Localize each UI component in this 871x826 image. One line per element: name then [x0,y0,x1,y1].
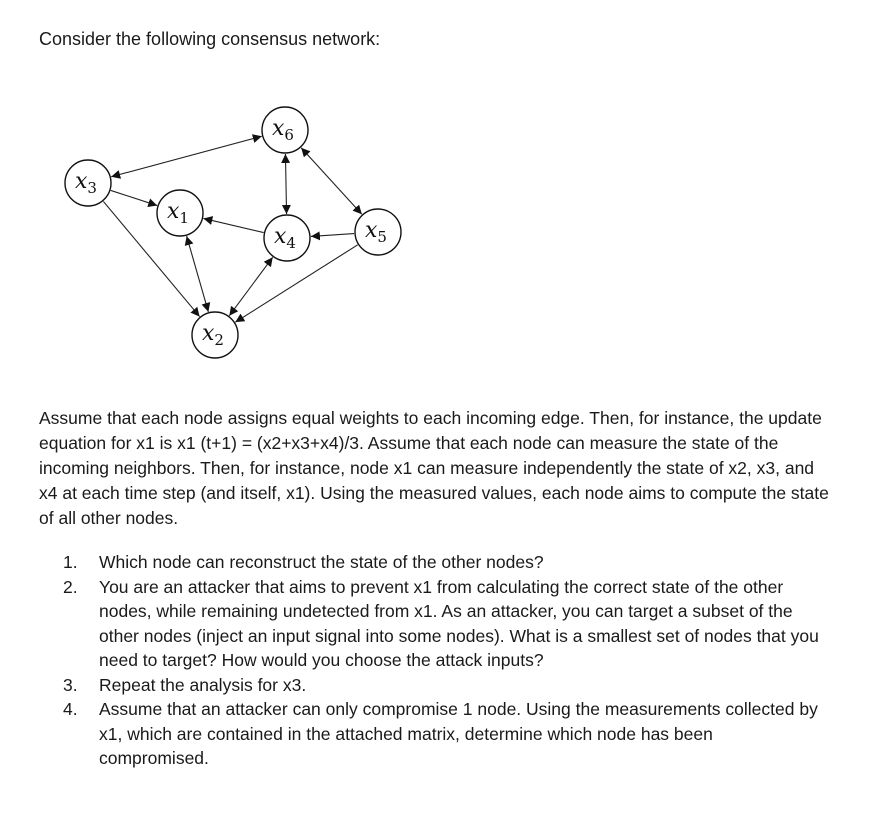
node-subscript: 1 [179,209,189,227]
edge-x3-x1 [111,190,157,205]
node-x5 [355,209,401,255]
edges [103,136,361,322]
node-var: x [167,199,180,224]
assumption-paragraph: Assume that each node assigns equal weights to each incoming edge. Then, for instance, the update equation for x1 is x1 (t+1) = (x2+x3+x4)/3. Assume that each node can measure the state of the incoming neighbors. Then, for instance, node x1 can measure independently the state of x2, x3, and x4 at each time step (and itself, x1). Using the measured values, each node aims to compute the state of all other nodes. [39,408,829,528]
node-subscript: 4 [286,234,296,252]
edge-x3-x6 [111,136,262,177]
question-item [63,550,823,575]
edge-x4-x2 [229,257,272,315]
node-subscript: 3 [87,179,97,197]
node-subscript: 6 [284,126,294,144]
question-item [63,575,823,673]
node-x2 [192,312,238,358]
question-number: 1. [63,552,78,572]
nodes [65,107,401,358]
edge-x6-x5 [301,148,362,215]
node-x3 [65,160,111,206]
question-number: 2. [63,576,78,597]
question-text: You are an attacker that aims to prevent x1 from calculating the correct state of the other nodes, while remaining undetected from x1. As an attacker, you can target a subset of the other nodes (inject an input signal into some nodes). What is a smallest set of nodes that you need to target? How would you choose the attack inputs? [99,576,819,670]
node-subscript: 2 [214,331,224,349]
question-text: Which node can reconstruct the state of the other nodes? [99,552,544,572]
consensus-network-diagram [0,0,871,400]
node-var: x [274,224,287,249]
question-text: Repeat the analysis for x3. [99,674,307,695]
edge-x5-x4 [311,234,354,237]
node-var: x [365,218,378,243]
node-var: x [75,169,88,194]
edge-x4-x1 [203,218,263,232]
node-var: x [202,321,215,346]
question-item [63,673,823,698]
edge-x1-x2 [187,236,209,312]
node-x1 [157,190,203,236]
node-x4 [264,215,310,261]
question-number: 4. [63,699,78,719]
intro-text: Consider the following consensus network: [39,29,381,49]
edge-x6-x4 [285,154,286,214]
question-number: 3. [63,674,78,695]
node-var: x [272,116,285,141]
question-item [63,697,823,771]
node-x6 [262,107,308,153]
node-subscript: 5 [377,228,387,246]
question-text: Assume that an attacker can only compromise 1 node. Using the measurements collected by x1, which are contained in the attached matrix, determine which node has been compromised. [99,699,818,768]
question-list [63,550,823,771]
